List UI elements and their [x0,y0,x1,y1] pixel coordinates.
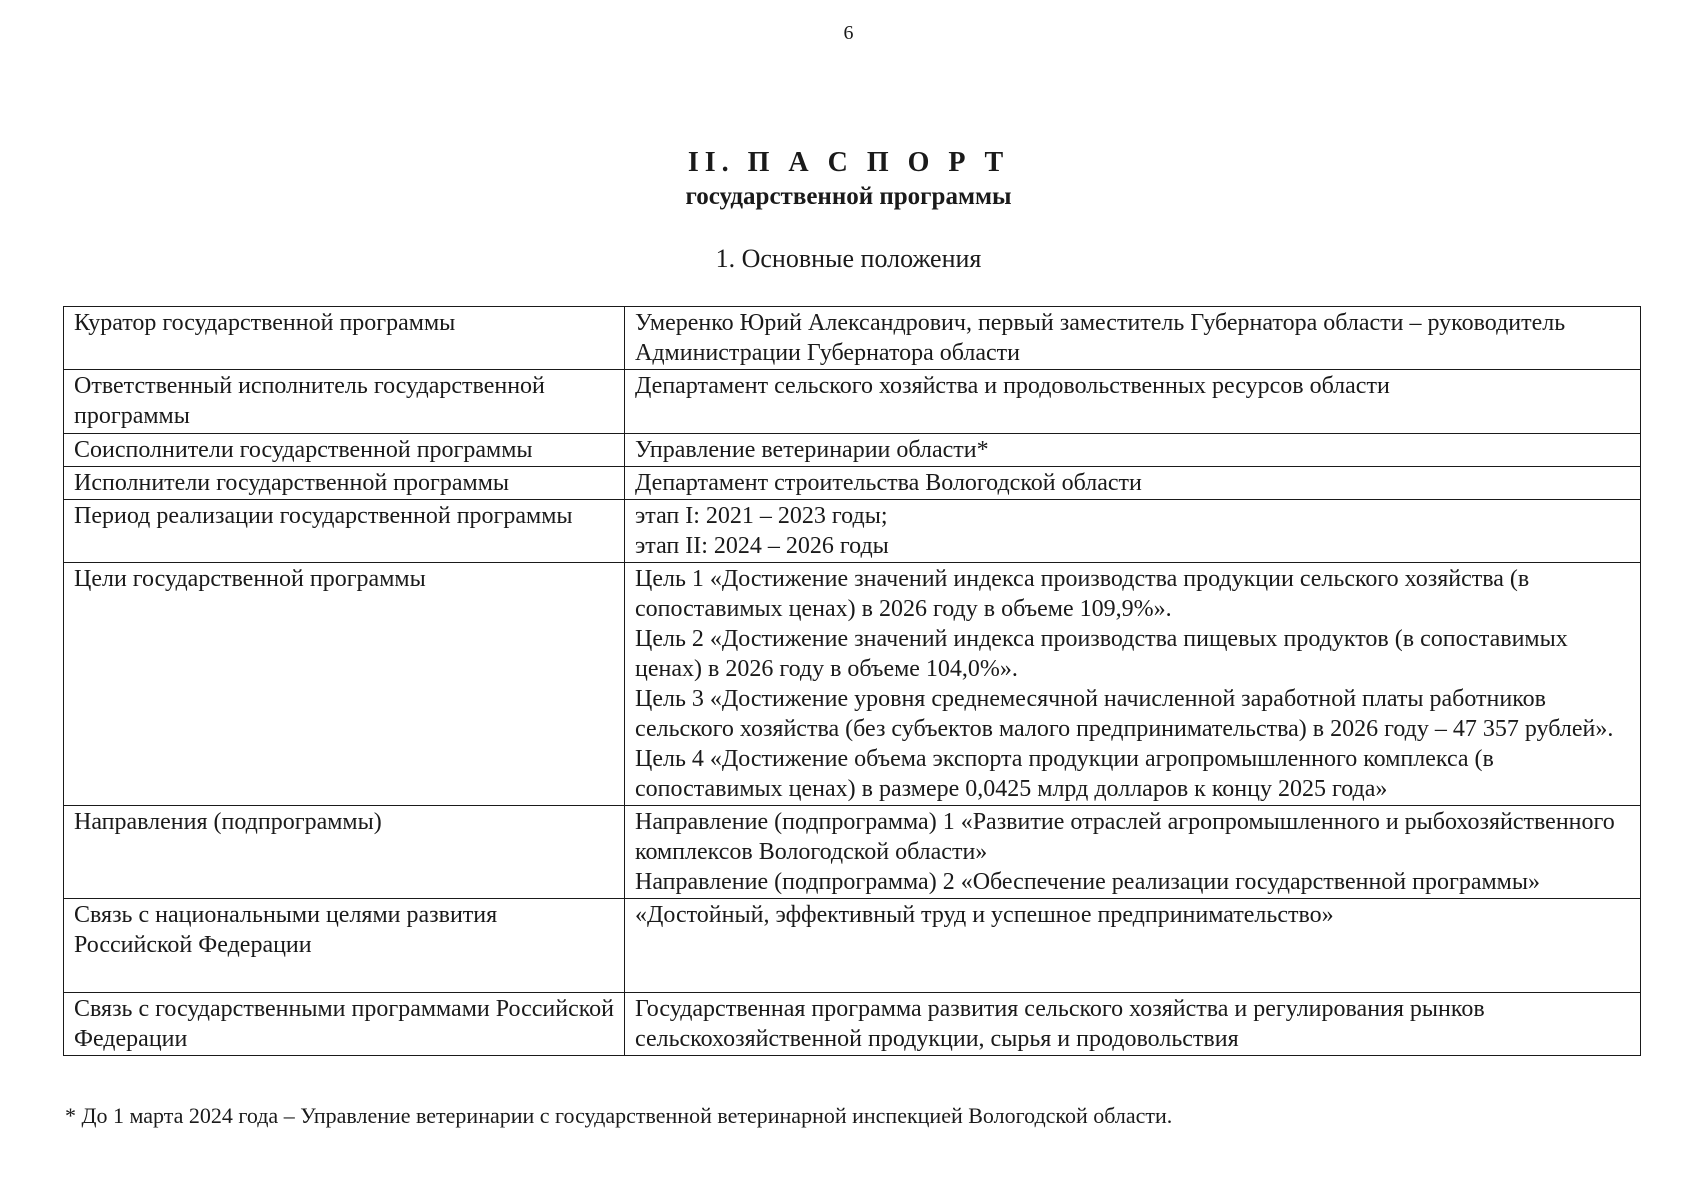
row-label: Период реализации государственной программы [64,500,625,563]
document-heading [0,146,1697,214]
heading-subtitle: государственной программы [685,183,1012,210]
row-label: Цели государственной программы [64,563,625,806]
row-value-paragraph: «Достойный, эффективный труд и успешное предпринимательство» [635,902,1334,928]
table-row [64,500,1641,563]
row-value [625,467,1641,500]
row-value-paragraph: Департамент сельского хозяйства и продовольственных ресурсов области [635,373,1390,399]
row-value [625,307,1641,370]
row-value [625,563,1641,806]
row-label: Куратор государственной программы [64,307,625,370]
table-row [64,899,1641,993]
passport-table-body [64,307,1641,1056]
row-value [625,500,1641,563]
row-value-paragraph: Департамент строительства Вологодской области [635,470,1142,496]
row-value-paragraph: Цель 4 «Достижение объема экспорта продукции агропромышленного комплекса (в сопоставимых ценах) в размере 0,0425 млрд долларов к концу 2025 года» [635,746,1494,802]
row-label: Направления (подпрограммы) [64,806,625,899]
row-value-paragraph: Цель 3 «Достижение уровня среднемесячной начисленной заработной платы работников сельского хозяйства (без субъектов малого предпринимательства) в 2026 году – 47 357 рублей». [635,686,1614,742]
row-value [625,899,1641,993]
table-row [64,806,1641,899]
row-value [625,370,1641,434]
row-value [625,806,1641,899]
row-value-paragraph: Направление (подпрограмма) 1 «Развитие отраслей агропромышленного и рыбохозяйственного комплексов Вологодской области» [635,809,1615,865]
row-label: Исполнители государственной программы [64,467,625,500]
row-value-paragraph: этап II: 2024 – 2026 годы [635,533,889,559]
row-value-paragraph: Цель 2 «Достижение значений индекса производства пищевых продуктов (в сопоставимых ценах) в 2026 году в объеме 104,0%». [635,626,1568,682]
row-value-paragraph: этап I: 2021 – 2023 годы; [635,503,888,529]
page-number: 6 [843,22,854,44]
row-label: Связь с государственными программами Российской Федерации [64,993,625,1056]
row-label: Ответственный исполнитель государственной программы [64,370,625,434]
row-value [625,993,1641,1056]
table-row [64,563,1641,806]
row-value-paragraph: Умеренко Юрий Александрович, первый заместитель Губернатора области – руководитель Администрации Губернатора области [635,310,1566,366]
footnote: * До 1 марта 2024 года – Управление ветеринарии с государственной ветеринарной инспекцией Вологодской области. [65,1103,1173,1128]
row-value-paragraph: Цель 1 «Достижение значений индекса производства продукции сельского хозяйства (в сопоставимых ценах) в 2026 году в объеме 109,9%». [635,566,1530,622]
heading-title: II. П А С П О Р Т [687,147,1010,178]
table-row [64,993,1641,1056]
table-row [64,467,1641,500]
row-label: Соисполнители государственной программы [64,434,625,467]
passport-table [63,306,1641,1056]
row-value [625,434,1641,467]
row-value-paragraph: Направление (подпрограмма) 2 «Обеспечение реализации государственной программы» [635,869,1540,895]
section-title: 1. Основные положения [715,244,982,273]
table-row [64,370,1641,434]
row-value-paragraph: Государственная программа развития сельского хозяйства и регулирования рынков сельскохозяйственной продукции, сырья и продовольствия [635,996,1485,1052]
row-value-paragraph: Управление ветеринарии области* [635,437,989,463]
table-row [64,307,1641,370]
row-label: Связь с национальными целями развития Российской Федерации [64,899,625,993]
table-row [64,434,1641,467]
